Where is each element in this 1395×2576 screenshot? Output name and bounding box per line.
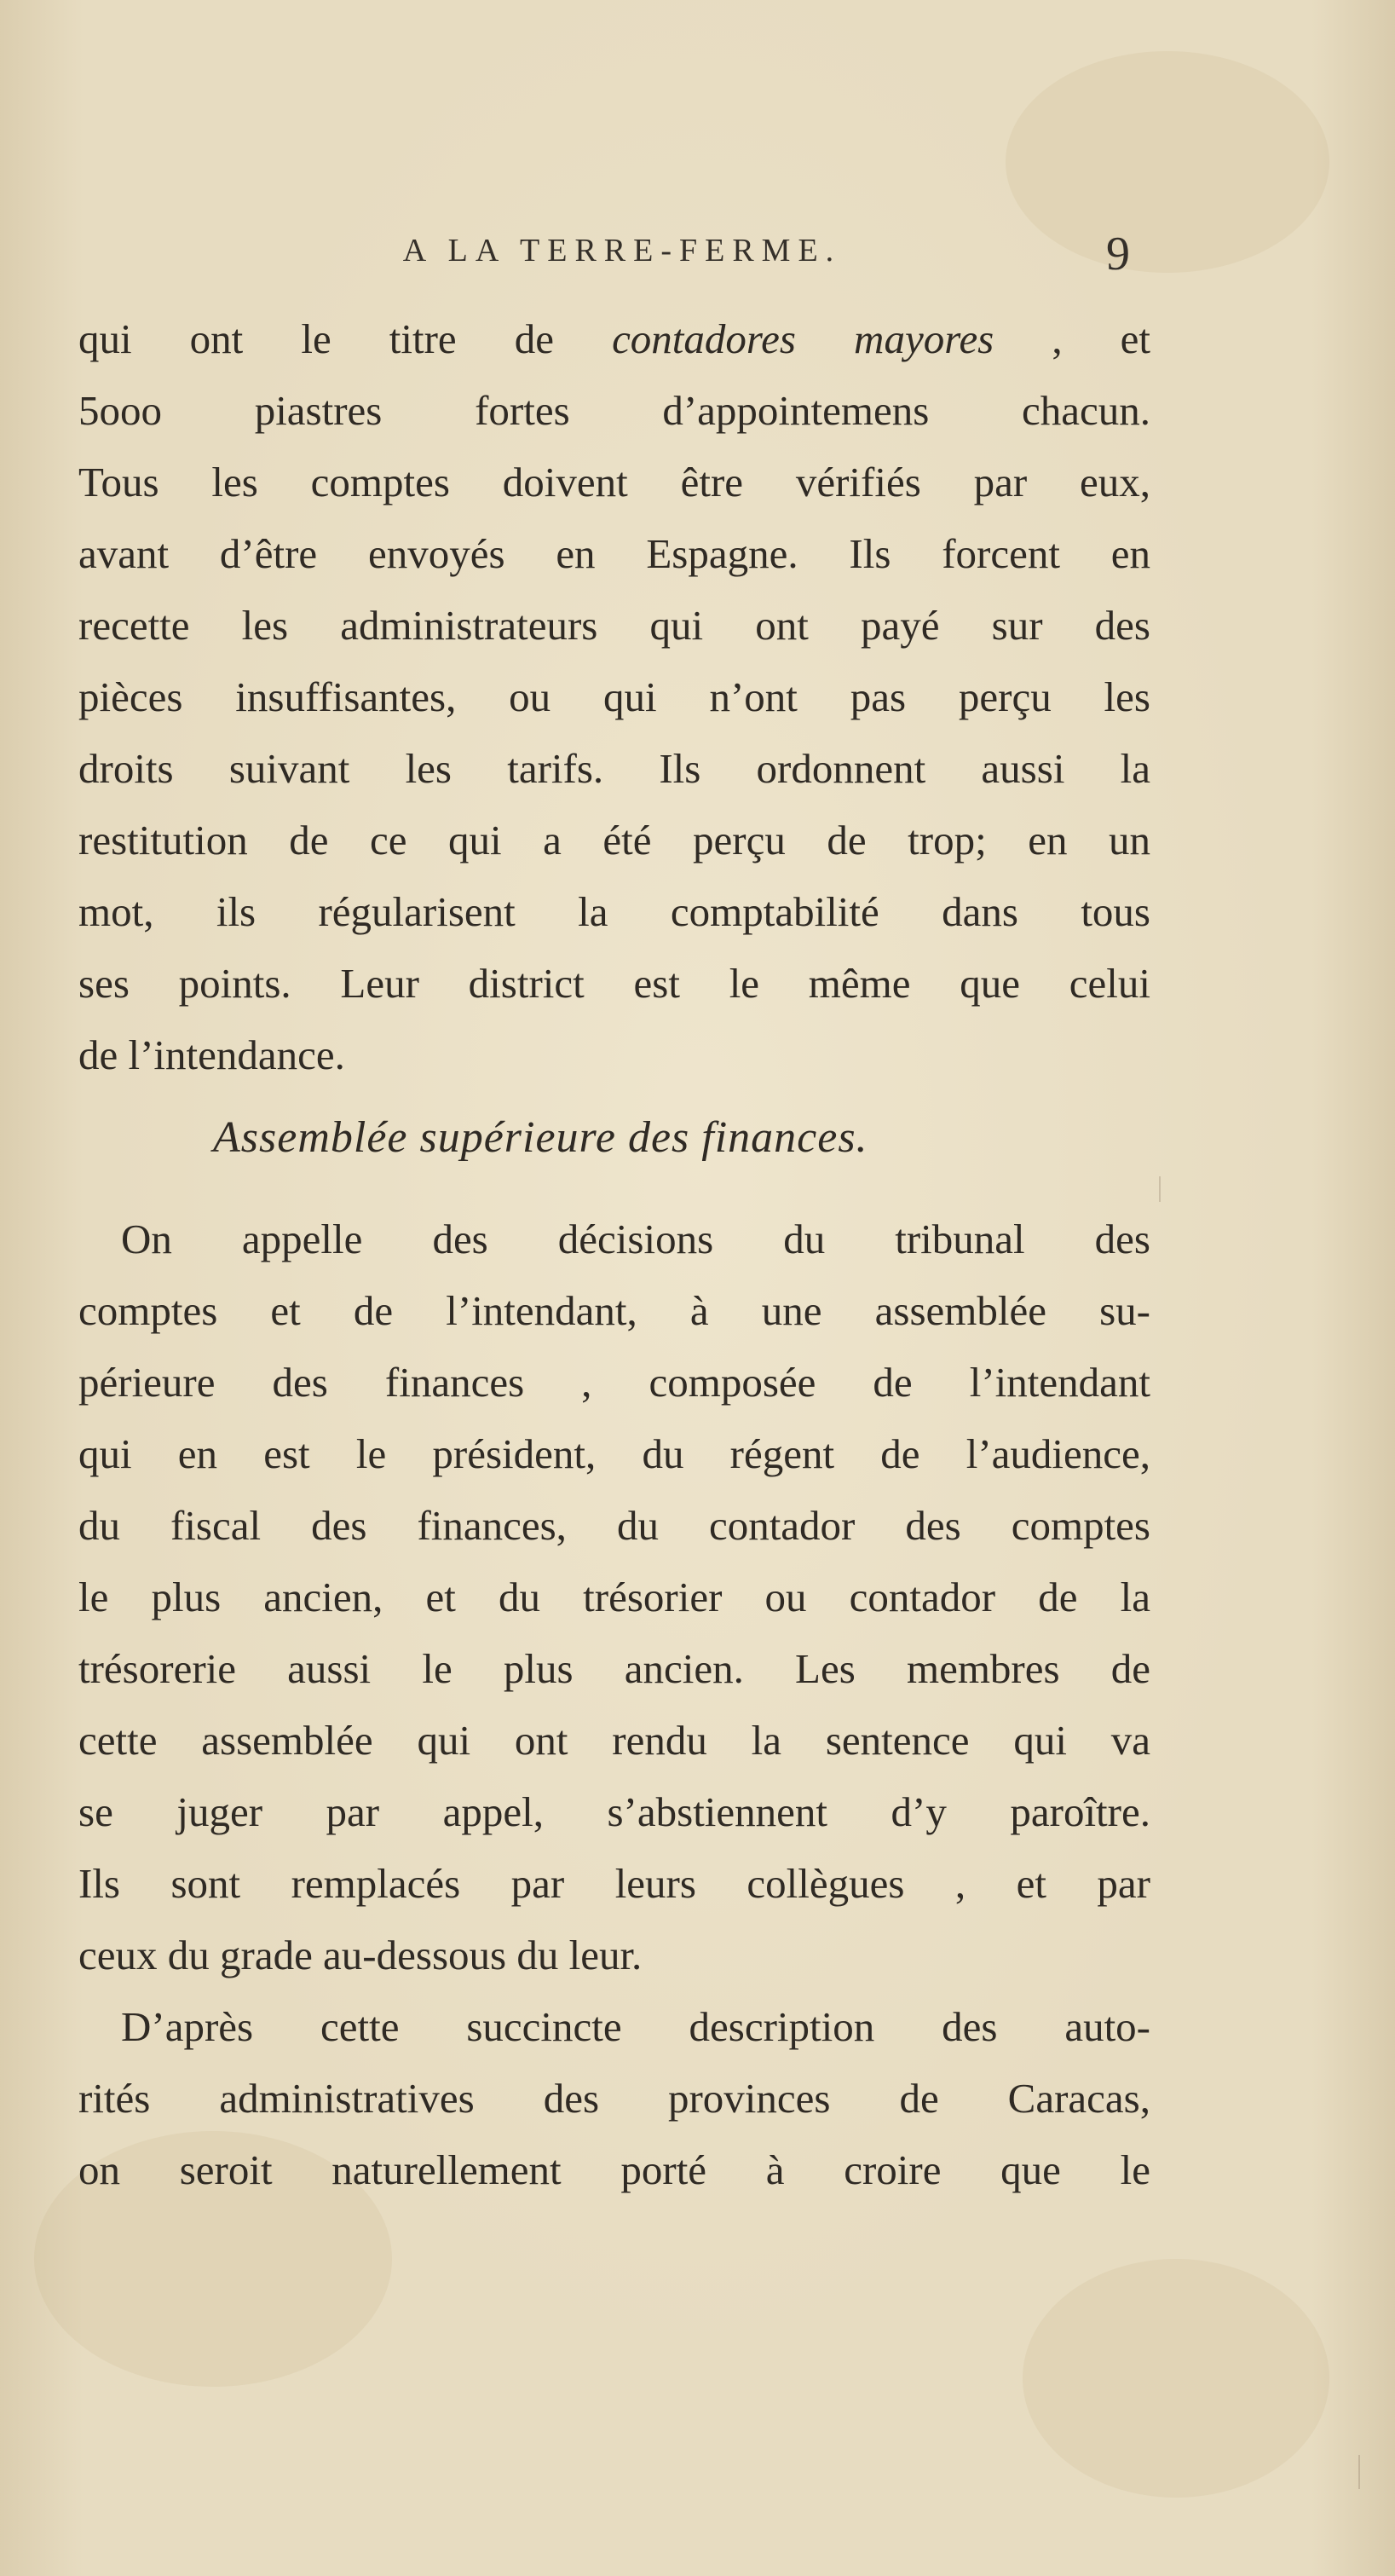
text-line: 5ooo piastres fortes d’appointemens chacun.	[78, 387, 1150, 434]
italic-term: contadores mayores	[612, 315, 994, 362]
section-heading: Assemblée supérieure des finances.	[213, 1113, 868, 1162]
running-title: A LA TERRE-FERME.	[402, 233, 842, 269]
text-line: ceux du grade au-dessous du leur.	[78, 1932, 643, 1978]
text-segment: qui ont le titre de	[78, 315, 613, 362]
text-line: Ils sont remplacés par leurs collègues , et par	[78, 1860, 1150, 1907]
text-line: ses points. Leur district est le même que celui	[78, 960, 1150, 1007]
paragraph-1	[78, 303, 1150, 1091]
text-line: Tous les comptes doivent être vérifiés par eux,	[78, 459, 1150, 505]
text-line: se juger par appel, s’abstiennent d’y paroître.	[78, 1788, 1150, 1835]
paper-fiber	[1159, 1176, 1161, 1202]
text-line: trésorerie aussi le plus ancien. Les membres de	[78, 1645, 1150, 1692]
text-line: droits suivant les tarifs. Ils ordonnent aussi la	[78, 745, 1150, 792]
paper-fiber	[1358, 2455, 1360, 2489]
paper-stain	[1006, 51, 1329, 273]
text-line: de l’intendance.	[78, 1031, 345, 1078]
paper-stain	[1023, 2259, 1329, 2498]
text-segment: , et	[994, 315, 1150, 362]
text-line: mot, ils régularisent la comptabilité dans tous	[78, 888, 1150, 935]
text-line: cette assemblée qui ont rendu la sentence qui va	[78, 1717, 1150, 1764]
text-line: comptes et de l’intendant, à une assemblée su-	[78, 1287, 1150, 1334]
text-line	[78, 303, 1150, 375]
text-line: du fiscal des finances, du contador des comptes	[78, 1502, 1150, 1549]
text-line: pièces insuffisantes, ou qui n’ont pas perçu les	[78, 673, 1150, 720]
text-line: recette les administrateurs qui ont payé sur des	[78, 602, 1150, 649]
page-number: 9	[1106, 228, 1130, 280]
text-line: On appelle des décisions du tribunal des	[121, 1216, 1150, 1262]
text-line: rités administratives des provinces de Caracas,	[78, 2075, 1150, 2122]
paragraph-3	[78, 1991, 1150, 2206]
text-line: qui en est le président, du régent de l’audience,	[78, 1430, 1150, 1477]
text-line: le plus ancien, et du trésorier ou contador de la	[78, 1574, 1150, 1620]
text-line: on seroit naturellement porté à croire que le	[78, 2146, 1150, 2193]
text-line: restitution de ce qui a été perçu de trop; en un	[78, 817, 1150, 863]
text-line: périeure des finances , composée de l’intendant	[78, 1359, 1150, 1406]
text-line: D’après cette succincte description des auto-	[121, 2003, 1150, 2050]
text-line: avant d’être envoyés en Espagne. Ils forcent en	[78, 530, 1150, 577]
paragraph-2	[78, 1204, 1150, 1991]
